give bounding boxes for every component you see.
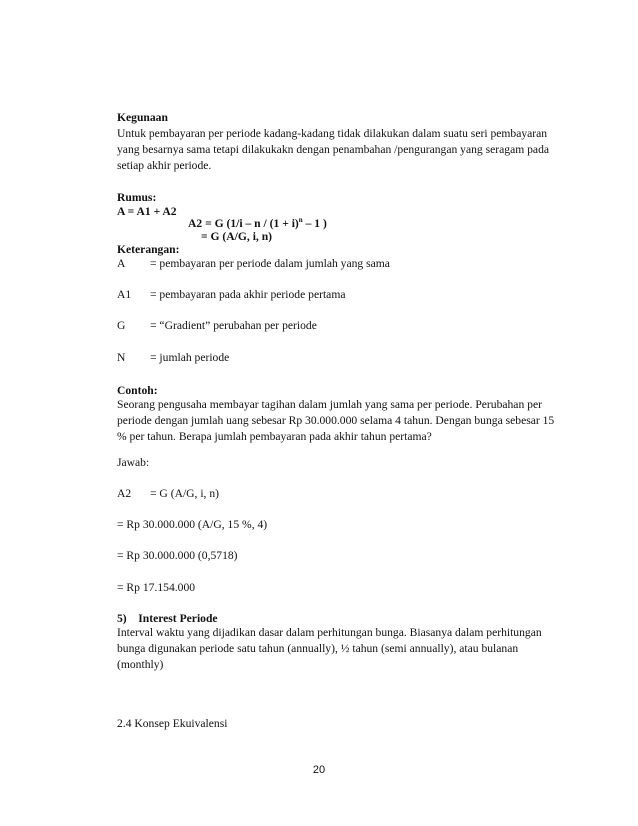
keterangan-item-a1	[117, 287, 346, 303]
keterangan-desc: = jumlah periode	[150, 351, 230, 364]
contoh-heading: Contoh:	[117, 384, 158, 397]
keterangan-heading: Keterangan:	[117, 243, 180, 256]
rumus-line1: A = A1 + A2	[117, 205, 177, 218]
jawab-a2-formula: = G (A/G, i, n)	[150, 487, 220, 500]
kegunaan-text: Untuk pembayaran per periode kadang-kadang tidak dilakukan dalam suatu seri pembayaran yang besarnya sama tetapi dilakukakn dengan penambahan /pengurangan yang seragam pada setiap akhir periode.	[117, 127, 550, 172]
jawab-a2	[117, 486, 219, 502]
keterangan-desc: = “Gradient” perubahan per periode	[150, 319, 317, 332]
keterangan-term: A1	[117, 288, 132, 301]
page-number: 20	[312, 764, 326, 776]
keterangan-desc: = pembayaran per periode dalam jumlah yang sama	[150, 257, 390, 270]
rumus-heading: Rumus:	[117, 191, 157, 204]
interest-heading: 5) Interest Periode	[117, 612, 218, 625]
interest-text: Interval waktu yang dijadikan dasar dalam perhitungan bunga. Biasanya dalam perhitungan bunga digunakan periode satu tahun (annually), ½ tahun (semi annually), atau bulanan (monthly)	[117, 626, 542, 671]
jawab-step3: = Rp 17.154.000	[117, 581, 196, 594]
keterangan-term: A	[117, 257, 126, 270]
keterangan-desc: = pembayaran pada akhir periode pertama	[150, 288, 346, 301]
keterangan-term: G	[117, 319, 126, 332]
jawab-a2-term: A2	[117, 487, 132, 500]
jawab-step2: = Rp 30.000.000 (0,5718)	[117, 549, 238, 562]
jawab-label: Jawab:	[117, 456, 150, 469]
keterangan-item-g	[117, 318, 317, 334]
rumus-line3: = G (A/G, i, n)	[201, 230, 273, 243]
contoh-text: Seorang pengusaha membayar tagihan dalam jumlah yang sama per periode. Perubahan per periode dengan jumlah uang sebesar Rp 30.000.000 selama 4 tahun. Dengan bunga sebesar 15 % per tahun. Berapa jumlah pembayaran pada akhir tahun pertama?	[117, 398, 555, 443]
rumus-line2-post: – 1 )	[302, 217, 327, 230]
jawab-step1: = Rp 30.000.000 (A/G, 15 %, 4)	[117, 518, 268, 531]
rumus-line2-pre: A2 = G (1/i – n / (1 + i)	[188, 217, 299, 230]
keterangan-term: N	[117, 351, 126, 364]
rumus-line2-sup: n	[298, 216, 303, 225]
keterangan-item-a	[117, 256, 390, 272]
kegunaan-heading: Kegunaan	[117, 111, 168, 124]
next-section-heading: 2.4 Konsep Ekuivalensi	[117, 717, 228, 730]
keterangan-item-n	[117, 350, 229, 366]
